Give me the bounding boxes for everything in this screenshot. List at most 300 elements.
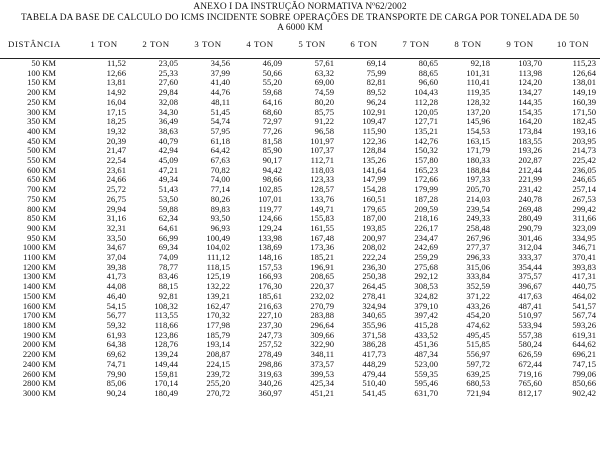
value-cell: 639,25 [466,368,490,379]
distance-cell: 400 KM [27,125,56,136]
value-cell: 113,55 [154,310,178,321]
distance-cell: 450 KM [27,135,56,146]
value-cell: 80,26 [210,193,230,204]
column-header-9-ton: 9 TON [506,39,534,49]
value-cell: 209,59 [414,203,438,214]
value-cell: 21,47 [106,145,126,156]
table-head [0,36,600,59]
value-cell: 393,83 [572,261,596,272]
value-cell: 41,73 [106,271,126,282]
value-cell: 41,40 [210,77,230,88]
distance-cell: 2200 KM [22,349,56,360]
table-row [0,253,600,263]
value-cell: 31,16 [106,213,126,224]
value-cell: 375,57 [518,271,542,282]
value-cell: 110,41 [466,77,490,88]
value-cell: 42,94 [158,145,178,156]
table-row [0,214,600,224]
value-cell: 495,45 [466,329,490,340]
value-cell: 128,84 [362,145,386,156]
distance-cell: 1400 KM [22,281,56,292]
value-cell: 226,17 [414,222,438,233]
value-cell: 112,28 [414,96,438,107]
value-cell: 355,96 [362,319,386,330]
value-cell: 81,58 [262,135,282,146]
value-cell: 75,99 [366,67,386,78]
value-cell: 160,51 [362,193,386,204]
value-cell: 142,76 [414,135,438,146]
value-cell: 425,34 [310,378,334,389]
table-row [0,234,600,244]
value-cell: 354,44 [518,261,542,272]
distance-cell: 1300 KM [22,271,56,282]
value-cell: 278,41 [362,290,386,301]
value-cell: 80,20 [314,96,334,107]
value-cell: 62,34 [158,213,178,224]
value-cell: 278,49 [258,349,282,360]
header-line-2: TABELA DA BASE DE CALCULO DO ICMS INCIDENTE SOBRE OPERAÇÕES DE TRANSPORTE DE CARGA POR TONELADA DE 50 [20,12,580,23]
value-cell: 202,87 [518,155,542,166]
value-cell: 88,65 [418,67,438,78]
distance-cell: 50 KM [31,58,56,68]
value-cell: 154,28 [362,184,386,195]
value-cell: 125,19 [206,271,230,282]
value-cell: 22,54 [106,155,126,166]
value-cell: 157,80 [414,155,438,166]
value-cell: 270,72 [206,387,230,398]
value-cell: 370,41 [572,252,596,263]
value-cell: 57,61 [314,58,334,68]
value-cell: 277,37 [466,242,490,253]
distance-cell: 600 KM [27,164,56,175]
value-cell: 107,37 [310,145,334,156]
distance-cell: 700 KM [27,184,56,195]
distance-cell: 1900 KM [22,329,56,340]
table-row [0,98,600,108]
distance-cell: 2600 KM [22,368,56,379]
value-cell: 510,97 [518,310,542,321]
table-row [0,243,600,253]
table-row [0,205,600,215]
value-cell: 298,86 [258,358,282,369]
value-cell: 135,26 [362,155,386,166]
value-cell: 69,34 [158,242,178,253]
value-cell: 154,35 [518,106,542,117]
value-cell: 123,33 [310,174,334,185]
value-cell: 177,98 [206,319,230,330]
value-cell: 448,29 [362,358,386,369]
value-cell: 159,81 [154,368,178,379]
value-cell: 137,20 [466,106,490,117]
value-cell: 214,03 [466,193,490,204]
distance-cell: 1000 KM [22,242,56,253]
value-cell: 24,66 [106,174,126,185]
table-row [0,302,600,312]
value-cell: 93,50 [210,213,230,224]
table-row [0,331,600,341]
value-cell: 242,69 [414,242,438,253]
value-cell: 850,66 [572,378,596,389]
value-cell: 315,06 [466,261,490,272]
value-cell: 82,81 [366,77,386,88]
icms-base-table [0,36,600,399]
value-cell: 160,39 [572,96,596,107]
value-cell: 179,65 [362,203,386,214]
value-cell: 246,65 [572,174,596,185]
value-cell: 20,39 [106,135,126,146]
value-cell: 98,66 [262,174,282,185]
column-header-6-ton: 6 TON [350,39,378,49]
value-cell: 333,84 [466,271,490,282]
value-cell: 224,15 [206,358,230,369]
value-cell: 39,38 [106,261,126,272]
value-cell: 510,40 [362,378,386,389]
value-cell: 371,22 [466,290,490,301]
value-cell: 92,18 [470,58,490,68]
value-cell: 309,66 [310,329,334,340]
value-cell: 64,38 [106,339,126,350]
value-cell: 556,97 [466,349,490,360]
value-cell: 16,04 [106,96,126,107]
value-cell: 163,15 [466,135,490,146]
value-cell: 200,97 [362,232,386,243]
value-cell: 66,99 [158,232,178,243]
value-cell: 479,44 [362,368,386,379]
distance-cell: 1200 KM [22,261,56,272]
value-cell: 719,16 [518,368,542,379]
value-cell: 348,11 [310,349,334,360]
value-cell: 135,21 [414,125,438,136]
value-cell: 89,83 [210,203,230,214]
value-cell: 120,05 [414,106,438,117]
value-cell: 360,97 [258,387,282,398]
value-cell: 269,48 [518,203,542,214]
value-cell: 187,00 [362,213,386,224]
value-cell: 231,42 [518,184,542,195]
value-cell: 208,02 [362,242,386,253]
column-header-1-ton: 1 TON [90,39,118,49]
value-cell: 85,06 [106,378,126,389]
value-cell: 173,36 [310,242,334,253]
value-cell: 415,28 [414,319,438,330]
value-cell: 290,79 [518,222,542,233]
value-cell: 523,00 [414,358,438,369]
value-cell: 101,31 [466,67,490,78]
value-cell: 334,95 [572,232,596,243]
value-cell: 79,90 [106,368,126,379]
value-cell: 417,31 [572,271,596,282]
value-cell: 619,31 [572,329,596,340]
value-cell: 352,59 [466,281,490,292]
value-cell: 180,33 [466,155,490,166]
value-cell: 155,83 [310,213,334,224]
value-cell: 85,90 [262,145,282,156]
value-cell: 433,26 [466,300,490,311]
value-cell: 124,20 [518,77,542,88]
value-cell: 26,75 [106,193,126,204]
value-cell: 63,32 [314,67,334,78]
value-cell: 51,45 [210,106,230,117]
value-cell: 812,17 [518,387,542,398]
value-cell: 44,76 [210,87,230,98]
value-cell: 46,40 [106,290,126,301]
value-cell: 193,14 [206,339,230,350]
distance-cell: 1700 KM [22,310,56,321]
value-cell: 239,72 [206,368,230,379]
value-cell: 128,32 [466,96,490,107]
value-cell: 187,28 [414,193,438,204]
value-cell: 80,65 [418,58,438,68]
table-row [0,108,600,118]
value-cell: 74,09 [158,252,178,263]
value-cell: 133,98 [258,232,282,243]
value-cell: 50,66 [262,67,282,78]
table-row [0,156,600,166]
value-cell: 59,32 [106,319,126,330]
value-cell: 234,47 [414,232,438,243]
value-cell: 236,05 [572,164,596,175]
value-cell: 34,67 [106,242,126,253]
value-cell: 180,49 [154,387,178,398]
value-cell: 25,33 [158,67,178,78]
value-cell: 386,28 [362,339,386,350]
value-cell: 96,24 [366,96,386,107]
distance-cell: 950 KM [27,232,56,243]
value-cell: 593,26 [572,319,596,330]
value-cell: 103,70 [518,58,542,68]
distance-cell: 850 KM [27,213,56,224]
distance-cell: 650 KM [27,174,56,185]
value-cell: 240,78 [518,193,542,204]
distance-cell: 900 KM [27,222,56,233]
value-cell: 259,29 [414,252,438,263]
distance-cell: 550 KM [27,155,56,166]
value-cell: 38,63 [158,125,178,136]
value-cell: 19,32 [106,125,126,136]
distance-cell: 250 KM [27,96,56,107]
value-cell: 29,84 [158,87,178,98]
distance-cell: 800 KM [27,203,56,214]
table-row [0,88,600,98]
value-cell: 100,49 [206,232,230,243]
value-cell: 672,44 [518,358,542,369]
column-header-distance: DISTÂNCIA [8,39,61,49]
table-row [0,185,600,195]
value-cell: 128,57 [310,184,334,195]
value-cell: 14,92 [106,87,126,98]
value-cell: 32,08 [158,96,178,107]
header-line-3: A 6000 KM [277,23,323,33]
value-cell: 193,26 [518,145,542,156]
value-cell: 96,60 [418,77,438,88]
value-cell: 138,69 [258,242,282,253]
distance-cell: 150 KM [27,77,56,88]
value-cell: 171,79 [466,145,490,156]
value-cell: 799,06 [572,368,596,379]
value-cell: 264,45 [362,281,386,292]
value-cell: 138,01 [572,77,596,88]
value-cell: 11,52 [106,58,126,68]
table-row [0,166,600,176]
value-cell: 373,57 [310,358,334,369]
value-cell: 283,88 [310,310,334,321]
value-cell: 167,48 [310,232,334,243]
value-cell: 64,16 [262,96,282,107]
table-row [0,137,600,147]
value-cell: 144,35 [518,96,542,107]
distance-cell: 500 KM [27,145,56,156]
distance-cell: 1500 KM [22,290,56,301]
distance-cell: 200 KM [27,87,56,98]
distance-cell: 100 KM [27,67,56,78]
distance-cell: 2000 KM [22,339,56,350]
value-cell: 311,66 [572,213,596,224]
column-header-5-ton: 5 TON [298,39,326,49]
value-cell: 203,95 [572,135,596,146]
value-cell: 54,74 [210,116,230,127]
table-row [0,340,600,350]
table-row [0,263,600,273]
value-cell: 72,97 [262,116,282,127]
value-cell: 567,74 [572,310,596,321]
value-cell: 59,68 [262,87,282,98]
value-cell: 221,99 [518,174,542,185]
value-cell: 40,79 [158,135,178,146]
value-cell: 487,41 [518,300,542,311]
value-cell: 133,76 [310,193,334,204]
value-cell: 324,82 [414,290,438,301]
value-cell: 557,38 [518,329,542,340]
value-cell: 118,15 [206,261,230,272]
value-cell: 74,71 [106,358,126,369]
column-header-4-ton: 4 TON [246,39,274,49]
value-cell: 322,90 [310,339,334,350]
value-cell: 165,23 [414,164,438,175]
value-cell: 644,62 [572,339,596,350]
value-cell: 61,18 [210,135,230,146]
value-cell: 129,24 [258,222,282,233]
value-cell: 255,20 [206,378,230,389]
value-cell: 92,81 [158,290,178,301]
value-cell: 171,50 [572,106,596,117]
value-cell: 162,47 [206,300,230,311]
value-cell: 37,04 [106,252,126,263]
distance-cell: 2800 KM [22,378,56,389]
value-cell: 89,52 [366,87,386,98]
value-cell: 74,59 [314,87,334,98]
value-cell: 515,85 [466,339,490,350]
value-cell: 145,96 [466,116,490,127]
value-cell: 220,37 [310,281,334,292]
table-row [0,69,600,79]
value-cell: 122,36 [362,135,386,146]
distance-cell: 750 KM [27,193,56,204]
column-header-3-ton: 3 TON [194,39,222,49]
distance-cell: 3000 KM [22,387,56,398]
value-cell: 126,64 [572,67,596,78]
value-cell: 396,67 [518,281,542,292]
value-cell: 55,20 [262,77,282,88]
value-cell: 371,58 [362,329,386,340]
value-cell: 232,02 [310,290,334,301]
value-cell: 69,00 [314,77,334,88]
value-cell: 270,79 [310,300,334,311]
value-cell: 533,94 [518,319,542,330]
value-cell: 225,42 [572,155,596,166]
value-cell: 237,30 [258,319,282,330]
value-cell: 161,55 [310,222,334,233]
distance-cell: 1600 KM [22,300,56,311]
value-cell: 164,20 [518,116,542,127]
table-body [0,59,600,399]
value-cell: 417,63 [518,290,542,301]
value-cell: 170,32 [206,310,230,321]
value-cell: 113,98 [518,67,542,78]
table-row [0,311,600,321]
value-cell: 13,81 [106,77,126,88]
value-cell: 296,64 [310,319,334,330]
value-cell: 47,21 [158,164,178,175]
value-cell: 417,73 [362,349,386,360]
value-cell: 193,16 [572,125,596,136]
value-cell: 166,93 [258,271,282,282]
table-row [0,224,600,234]
table-row [0,292,600,302]
value-cell: 127,71 [414,116,438,127]
value-cell: 257,52 [258,339,282,350]
value-cell: 90,24 [106,387,126,398]
value-cell: 222,24 [362,252,386,263]
value-cell: 124,66 [258,213,282,224]
value-cell: 64,61 [158,222,178,233]
value-cell: 399,53 [310,368,334,379]
value-cell: 296,33 [466,252,490,263]
value-cell: 319,63 [258,368,282,379]
value-cell: 340,26 [258,378,282,389]
value-cell: 68,60 [262,106,282,117]
value-cell: 109,47 [362,116,386,127]
column-header-8-ton: 8 TON [454,39,482,49]
value-cell: 433,52 [414,329,438,340]
value-cell: 451,36 [414,339,438,350]
value-cell: 747,15 [572,358,596,369]
value-cell: 61,93 [106,329,126,340]
value-cell: 107,01 [258,193,282,204]
table-row [0,59,600,69]
table-row [0,78,600,88]
value-cell: 208,65 [310,271,334,282]
value-cell: 149,44 [154,358,178,369]
value-cell: 340,65 [362,310,386,321]
value-cell: 34,30 [158,106,178,117]
value-cell: 258,48 [466,222,490,233]
value-cell: 147,99 [362,174,386,185]
value-cell: 69,62 [106,349,126,360]
value-cell: 46,09 [262,58,282,68]
value-cell: 721,94 [466,387,490,398]
value-cell: 141,64 [362,164,386,175]
value-cell: 51,43 [158,184,178,195]
value-cell: 292,12 [414,271,438,282]
value-cell: 74,00 [210,174,230,185]
value-cell: 77,26 [262,125,282,136]
value-cell: 301,46 [518,232,542,243]
value-cell: 67,63 [210,155,230,166]
value-cell: 104,02 [206,242,230,253]
value-cell: 118,03 [310,164,334,175]
value-cell: 247,73 [258,329,282,340]
value-cell: 267,96 [466,232,490,243]
